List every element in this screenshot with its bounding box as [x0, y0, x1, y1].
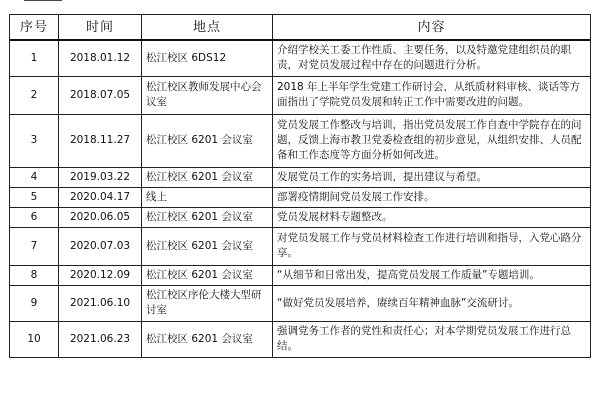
- table-row: [10, 187, 591, 207]
- cell-content: 2018 年上半年学生党建工作研讨会，从纸质材料审核、谈话等方面指出了学院党员发展和转正工作中需要改进的问题。: [273, 76, 591, 114]
- table-body: [10, 40, 591, 357]
- cell-no: 4: [10, 167, 59, 187]
- cell-content: 对党员发展工作与党员材料检查工作进行培训和指导，入党心路分享。: [273, 227, 591, 265]
- cell-time: 2020.04.17: [59, 187, 142, 207]
- table-row: [10, 207, 591, 227]
- header-content: 内容: [273, 15, 591, 41]
- cell-no: 8: [10, 265, 59, 285]
- cell-time: 2018.07.05: [59, 76, 142, 114]
- table-row: [10, 114, 591, 167]
- cell-location: 松江校区 6201 会议室: [142, 227, 273, 265]
- table-header: [10, 15, 591, 41]
- records-table: [9, 14, 591, 358]
- table-row: [10, 265, 591, 285]
- cropped-top-edge: [0, 0, 600, 6]
- cell-content: 介绍学校关工委工作性质、主要任务，以及特邀党建组织员的职责，对党员发展过程中存在的问题进行分析。: [273, 40, 591, 76]
- cell-location: 松江校区 6201 会议室: [142, 167, 273, 187]
- cell-content: 党员发展材料专题整改。: [273, 207, 591, 227]
- cell-content: 发展党员工作的实务培训，提出建议与希望。: [273, 167, 591, 187]
- cell-no: 5: [10, 187, 59, 207]
- table-row: [10, 285, 591, 321]
- cell-content: “做好党员发展培养，赓续百年精神血脉”交流研讨。: [273, 285, 591, 321]
- cell-content: 党员发展工作整改与培训，指出党员发展工作自查中学院存在的问题，反馈上海市教卫党委检查组的初步意见，从组织安排、人员配备和工作态度等方面分析如何改进。: [273, 114, 591, 167]
- cell-location: 松江校区 6201 会议室: [142, 207, 273, 227]
- cell-location: 松江校区 6201 会议室: [142, 321, 273, 357]
- cell-location: 线上: [142, 187, 273, 207]
- cell-content: 强调党务工作者的党性和责任心；对本学期党员发展工作进行总结。: [273, 321, 591, 357]
- cell-time: 2020.12.09: [59, 265, 142, 285]
- header-no: 序号: [10, 15, 59, 41]
- cell-time: 2021.06.23: [59, 321, 142, 357]
- cell-no: 10: [10, 321, 59, 357]
- cell-time: 2018.01.12: [59, 40, 142, 76]
- cell-location: 松江校区 6201 会议室: [142, 265, 273, 285]
- cell-time: 2018.11.27: [59, 114, 142, 167]
- cell-time: 2020.06.05: [59, 207, 142, 227]
- header-time: 时间: [59, 15, 142, 41]
- header-location: 地点: [142, 15, 273, 41]
- cell-location: 松江校区 6DS12: [142, 40, 273, 76]
- cell-no: 6: [10, 207, 59, 227]
- cell-time: 2019.03.22: [59, 167, 142, 187]
- cropped-ink-remnant: [24, 0, 62, 4]
- table-row: [10, 167, 591, 187]
- header-row: [10, 15, 591, 41]
- cell-no: 9: [10, 285, 59, 321]
- cell-location: 松江校区 6201 会议室: [142, 114, 273, 167]
- table-row: [10, 76, 591, 114]
- cell-no: 1: [10, 40, 59, 76]
- cell-content: 部署疫情期间党员发展工作安排。: [273, 187, 591, 207]
- cell-no: 3: [10, 114, 59, 167]
- table-row: [10, 40, 591, 76]
- cell-content: “从细节和日常出发，提高党员发展工作质量”专题培训。: [273, 265, 591, 285]
- table-row: [10, 227, 591, 265]
- cell-no: 7: [10, 227, 59, 265]
- cell-no: 2: [10, 76, 59, 114]
- cell-location: 松江校区教师发展中心会议室: [142, 76, 273, 114]
- table-row: [10, 321, 591, 357]
- cell-time: 2021.06.10: [59, 285, 142, 321]
- cell-location: 松江校区序伦大楼大型研讨室: [142, 285, 273, 321]
- cell-time: 2020.07.03: [59, 227, 142, 265]
